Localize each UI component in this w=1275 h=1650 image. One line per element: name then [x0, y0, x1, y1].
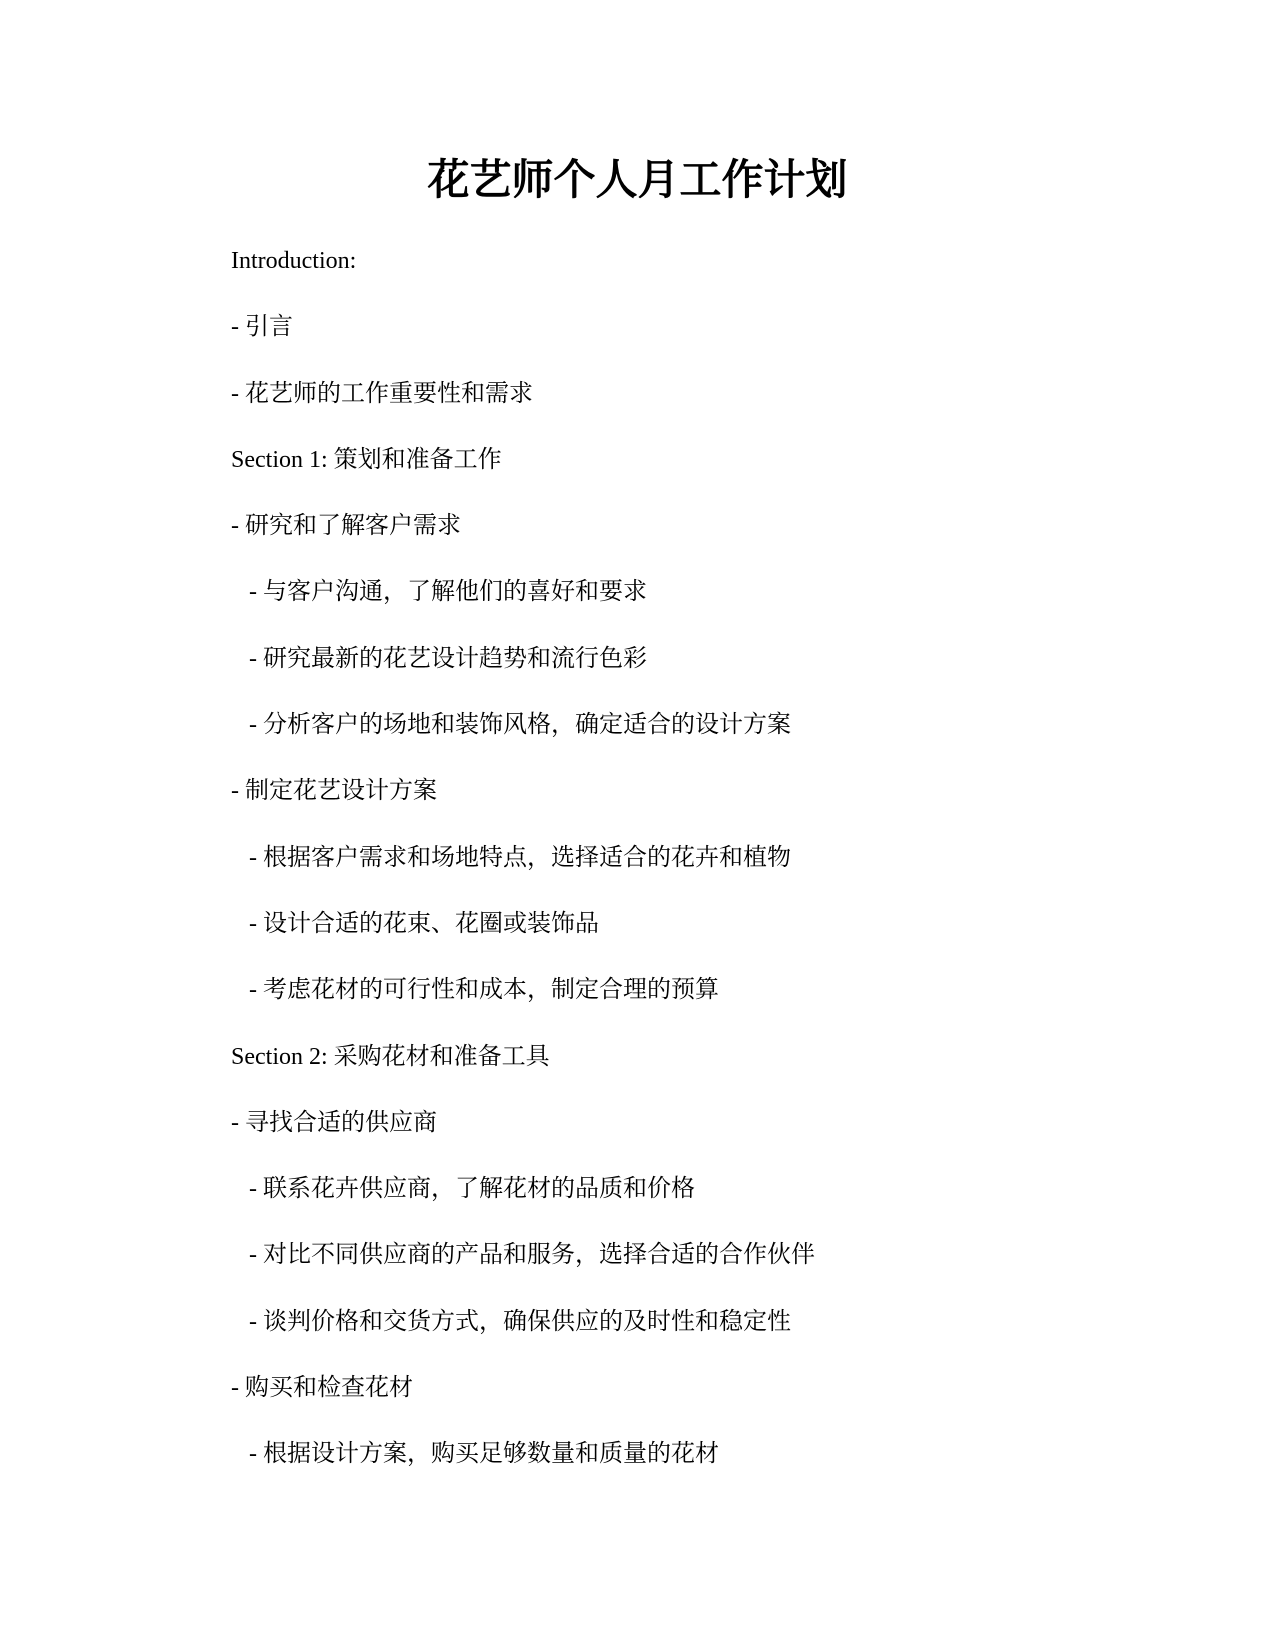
list-item: - 寻找合适的供应商: [231, 1109, 437, 1136]
list-item: - 花艺师的工作重要性和需求: [231, 380, 533, 407]
list-item: - 研究和了解客户需求: [231, 513, 461, 540]
document-body: [231, 246, 1131, 1506]
sub-list-item: - 分析客户的场地和装饰风格，确定适合的设计方案: [249, 712, 791, 739]
sub-list-item: - 对比不同供应商的产品和服务，选择合适的合作伙伴: [249, 1242, 815, 1269]
sub-list-item: - 根据设计方案，购买足够数量和质量的花材: [249, 1441, 719, 1468]
document-title: 花艺师个人月工作计划: [427, 155, 848, 204]
list-item: - 引言: [231, 314, 293, 341]
section-heading: Introduction:: [231, 248, 357, 274]
sub-list-item: - 考虑花材的可行性和成本，制定合理的预算: [249, 977, 719, 1004]
section-heading: Section 2: 采购花材和准备工具: [231, 1043, 550, 1070]
list-item: - 制定花艺设计方案: [231, 778, 437, 805]
sub-list-item: - 研究最新的花艺设计趋势和流行色彩: [249, 645, 647, 672]
list-item: - 购买和检查花材: [231, 1375, 413, 1402]
sub-list-item: - 根据客户需求和场地特点，选择适合的花卉和植物: [249, 844, 791, 871]
section-heading: Section 1: 策划和准备工作: [231, 446, 502, 473]
sub-list-item: - 联系花卉供应商，了解花材的品质和价格: [249, 1176, 695, 1203]
sub-list-item: - 谈判价格和交货方式，确保供应的及时性和稳定性: [249, 1308, 791, 1335]
sub-list-item: - 设计合适的花束、花圈或装饰品: [249, 910, 599, 937]
sub-list-item: - 与客户沟通，了解他们的喜好和要求: [249, 579, 647, 606]
